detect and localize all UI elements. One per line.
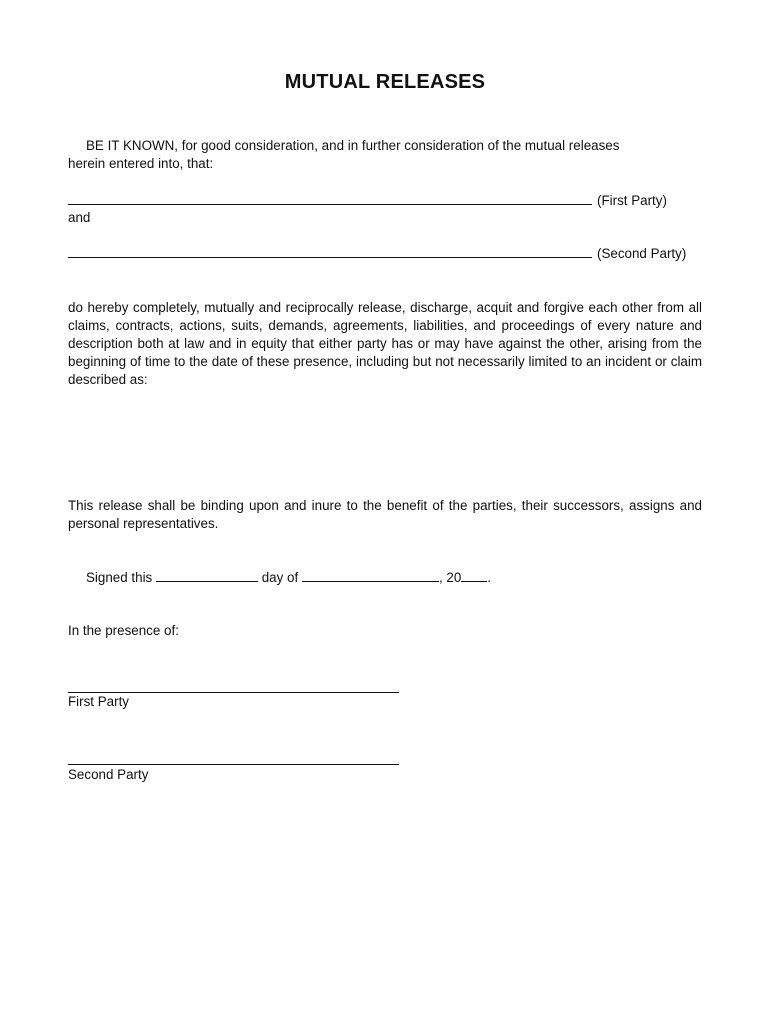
signed-year-blank[interactable] <box>461 568 487 582</box>
second-party-signature-line[interactable] <box>68 764 399 765</box>
presence-label: In the presence of: <box>68 623 179 638</box>
intro-line-1: BE IT KNOWN, for good consideration, and in further consideration of the mutual releases <box>86 138 620 153</box>
signed-prefix: Signed this <box>86 570 153 585</box>
second-party-blank[interactable] <box>68 244 592 258</box>
and-label: and <box>68 210 91 225</box>
signed-month-blank[interactable] <box>302 568 439 582</box>
signed-year-prefix: , 20 <box>438 570 462 585</box>
intro-line-2: herein entered into, that: <box>68 156 214 171</box>
signed-day-blank[interactable] <box>156 568 258 582</box>
signed-line <box>86 568 702 587</box>
second-party-row <box>68 244 686 262</box>
first-party-label: (First Party) <box>597 193 667 208</box>
second-party-label: (Second Party) <box>597 246 687 261</box>
signed-suffix: . <box>487 570 492 585</box>
document-title: MUTUAL RELEASES <box>284 71 486 93</box>
first-party-row <box>68 191 667 209</box>
second-party-signature-label: Second Party <box>68 767 149 782</box>
first-party-blank[interactable] <box>68 191 592 205</box>
binding-paragraph: This release shall be binding upon and inure to the benefit of the parties, their successors, assigns and personal representatives. <box>68 498 702 531</box>
signed-day-of: day of <box>261 570 299 585</box>
release-paragraph: do hereby completely, mutually and reciprocally release, discharge, acquit and forgive each other from all claims, contracts, actions, suits, demands, agreements, liabilities, and proceedings of every nature and description both at law and in equity that either party has or may have against the other, arising from the beginning of time to the date of these presence, including but not necessarily limited to an incident or claim described as: <box>68 300 702 387</box>
first-party-signature-label: First Party <box>68 694 130 709</box>
